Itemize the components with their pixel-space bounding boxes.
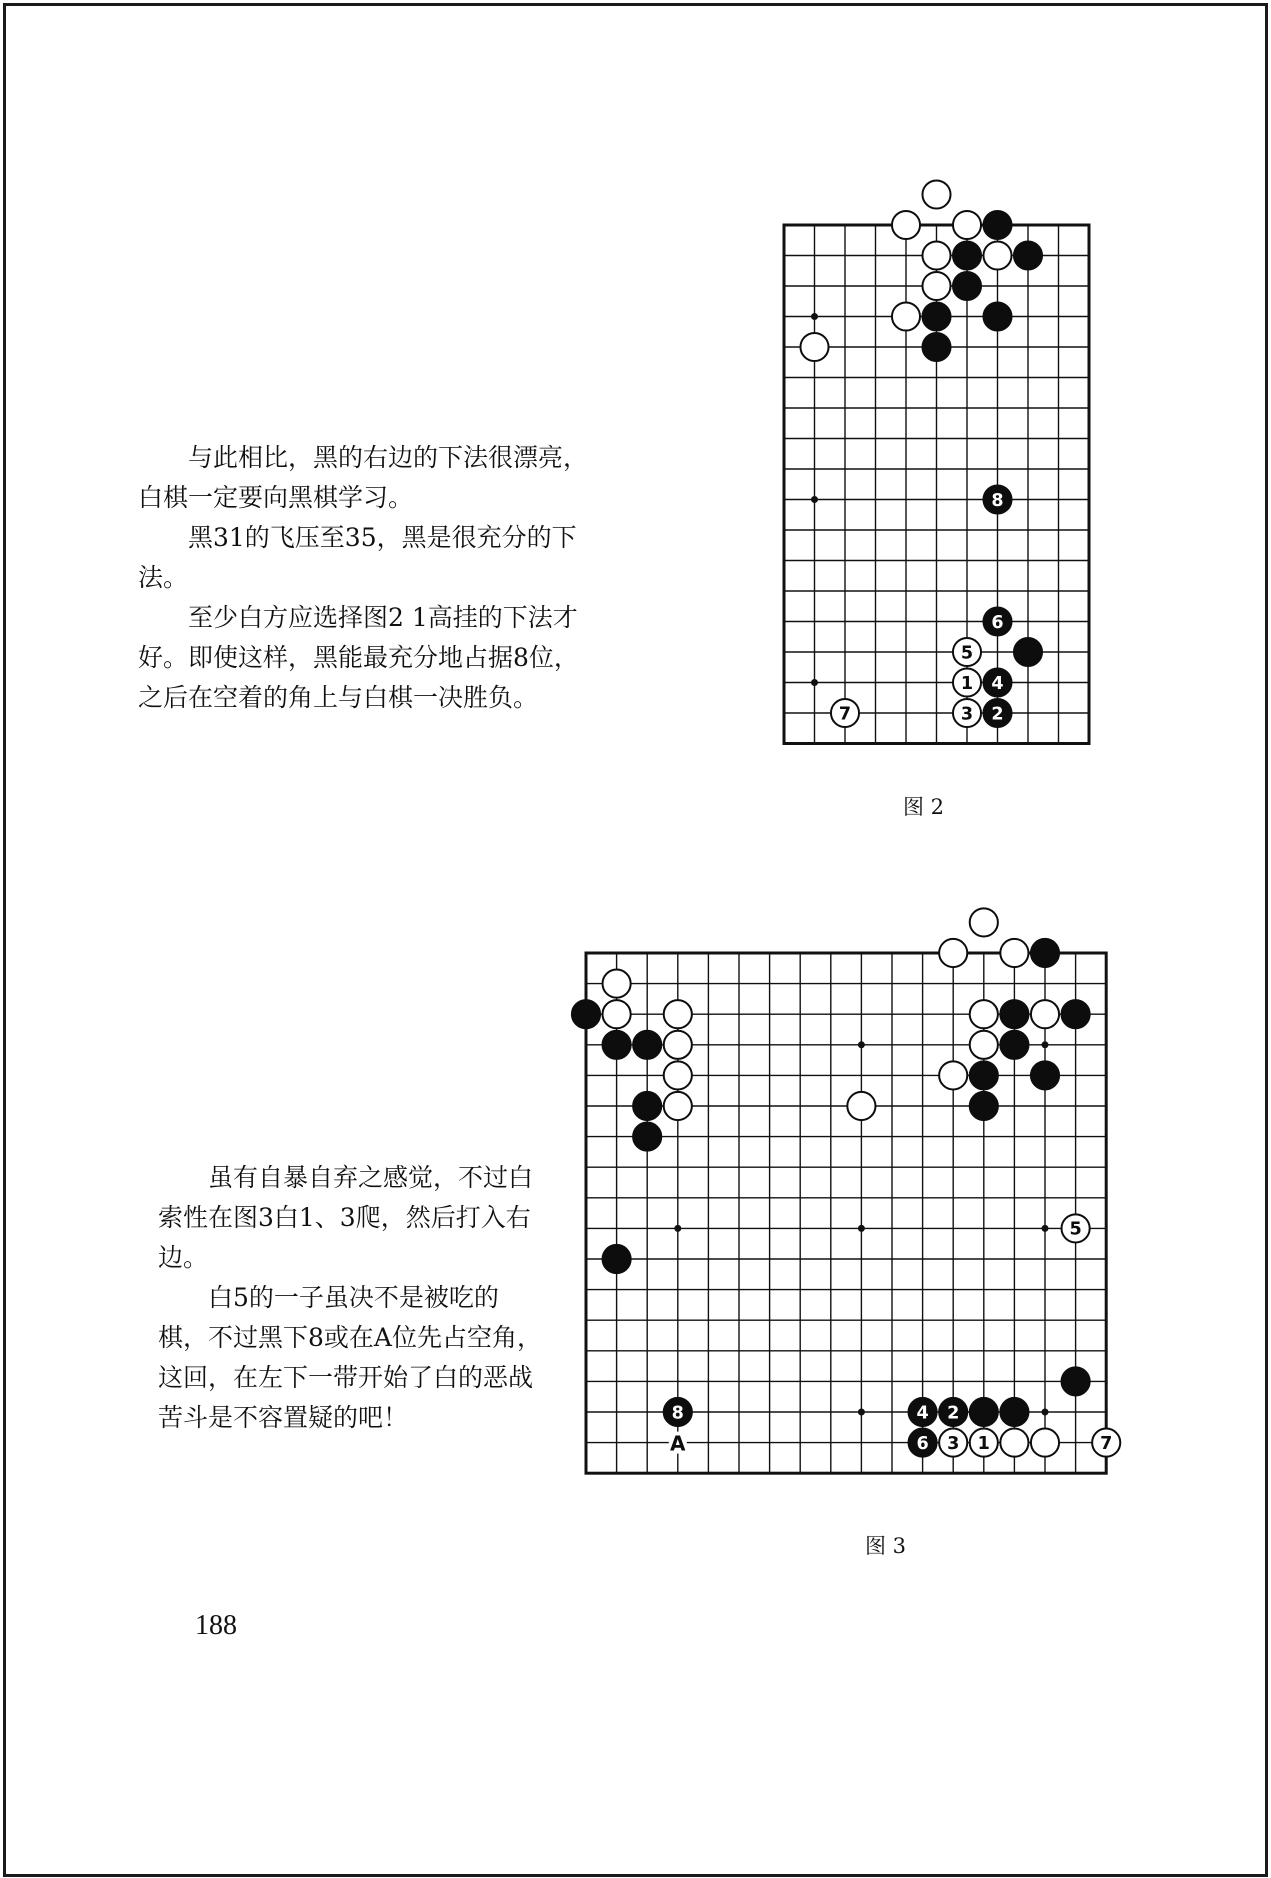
- black-stone: [953, 272, 981, 300]
- star-point: [811, 313, 818, 320]
- white-stone: [603, 970, 631, 998]
- go-diagram-figure-2: [770, 210, 1120, 790]
- black-stone: [983, 211, 1011, 239]
- black-stone: [603, 1031, 631, 1059]
- white-stone: [664, 1031, 692, 1059]
- white-stone: [664, 1000, 692, 1028]
- black-stone: [1062, 1367, 1090, 1395]
- white-stone: [1000, 939, 1028, 967]
- black-stone: [953, 241, 981, 269]
- star-point: [1042, 1409, 1049, 1416]
- star-point: [811, 496, 818, 503]
- move-number: 5: [1069, 1219, 1082, 1240]
- black-stone: [633, 1031, 661, 1059]
- move-number: 4: [916, 1403, 929, 1424]
- paragraph: 虽有自暴自弃之感觉，不过白索性在图3白1、3爬，然后打入右边。: [158, 1163, 534, 1272]
- black-stone: [970, 1061, 998, 1089]
- move-number: 3: [960, 704, 974, 725]
- white-stone: [922, 180, 950, 208]
- black-stone: [922, 302, 950, 330]
- figure-2-caption: 图 2: [903, 795, 945, 819]
- black-stone: [572, 1000, 600, 1028]
- paragraph: 至少白方应选择图2 1高挂的下法才好。即使这样，黑能最充分地占据8位，之后在空着的角上与白棋一决胜负。: [138, 603, 579, 712]
- star-point: [811, 679, 818, 686]
- white-stone: [970, 1000, 998, 1028]
- star-point: [858, 1225, 865, 1232]
- white-stone: [1031, 1429, 1059, 1457]
- go-diagram-figure-3: [550, 935, 1130, 1515]
- move-number: 4: [991, 673, 1004, 694]
- white-stone: [892, 211, 920, 239]
- paragraph: 与此相比，黑的右边的下法很漂亮，白棋一定要向黑棋学习。: [138, 443, 589, 512]
- white-stone: [603, 1000, 631, 1028]
- black-stone: [922, 333, 950, 361]
- black-stone: [1000, 1000, 1028, 1028]
- paragraph: 白5的一子虽决不是被吃的棋，不过黑下8或在A位先占空角，这回，在左下一带开始了白的恶战苦斗是不容置疑的吧！: [158, 1283, 542, 1432]
- white-stone: [970, 908, 998, 936]
- board-border: [586, 953, 1106, 1473]
- black-stone: [1031, 939, 1059, 967]
- text-block-1: [138, 438, 593, 718]
- paragraph: 黑31的飞压至35，黑是很充分的下法。: [138, 523, 577, 592]
- move-number: 6: [991, 612, 1004, 633]
- white-stone: [939, 1061, 967, 1089]
- black-stone: [1000, 1031, 1028, 1059]
- white-stone: [983, 241, 1011, 269]
- black-stone: [1062, 1000, 1090, 1028]
- star-point: [1042, 1041, 1049, 1048]
- figure-3-caption: 图 3: [865, 1534, 907, 1558]
- black-stone: [1014, 638, 1042, 666]
- black-stone: [983, 302, 1011, 330]
- move-number: 3: [947, 1433, 960, 1454]
- black-stone: [603, 1245, 631, 1273]
- black-stone: [633, 1092, 661, 1120]
- star-point: [858, 1409, 865, 1416]
- move-number: 8: [991, 490, 1004, 511]
- move-number: 7: [1100, 1433, 1113, 1454]
- star-point: [1042, 1225, 1049, 1232]
- white-stone: [800, 333, 828, 361]
- text-block-2: [158, 1158, 548, 1438]
- move-number: 5: [960, 643, 974, 664]
- move-number: 1: [977, 1433, 990, 1454]
- white-stone: [664, 1092, 692, 1120]
- point-label-a: A: [670, 1431, 686, 1456]
- white-stone: [1031, 1000, 1059, 1028]
- white-stone: [892, 302, 920, 330]
- black-stone: [1014, 241, 1042, 269]
- white-stone: [922, 272, 950, 300]
- move-number: 1: [960, 673, 974, 694]
- white-stone: [970, 1031, 998, 1059]
- star-point: [674, 1225, 681, 1232]
- black-stone: [1000, 1398, 1028, 1426]
- white-stone: [664, 1061, 692, 1089]
- white-stone: [922, 241, 950, 269]
- black-stone: [1031, 1061, 1059, 1089]
- black-stone: [970, 1092, 998, 1120]
- star-point: [858, 1041, 865, 1048]
- page-number: 188: [195, 1610, 237, 1641]
- white-stone: [939, 939, 967, 967]
- black-stone: [970, 1398, 998, 1426]
- white-stone: [1000, 1429, 1028, 1457]
- move-number: 7: [838, 704, 852, 725]
- white-stone: [953, 211, 981, 239]
- move-number: 6: [916, 1433, 929, 1454]
- move-number: 2: [947, 1403, 960, 1424]
- move-number: 2: [991, 704, 1004, 725]
- black-stone: [633, 1123, 661, 1151]
- move-number: 8: [671, 1403, 684, 1424]
- white-stone: [847, 1092, 875, 1120]
